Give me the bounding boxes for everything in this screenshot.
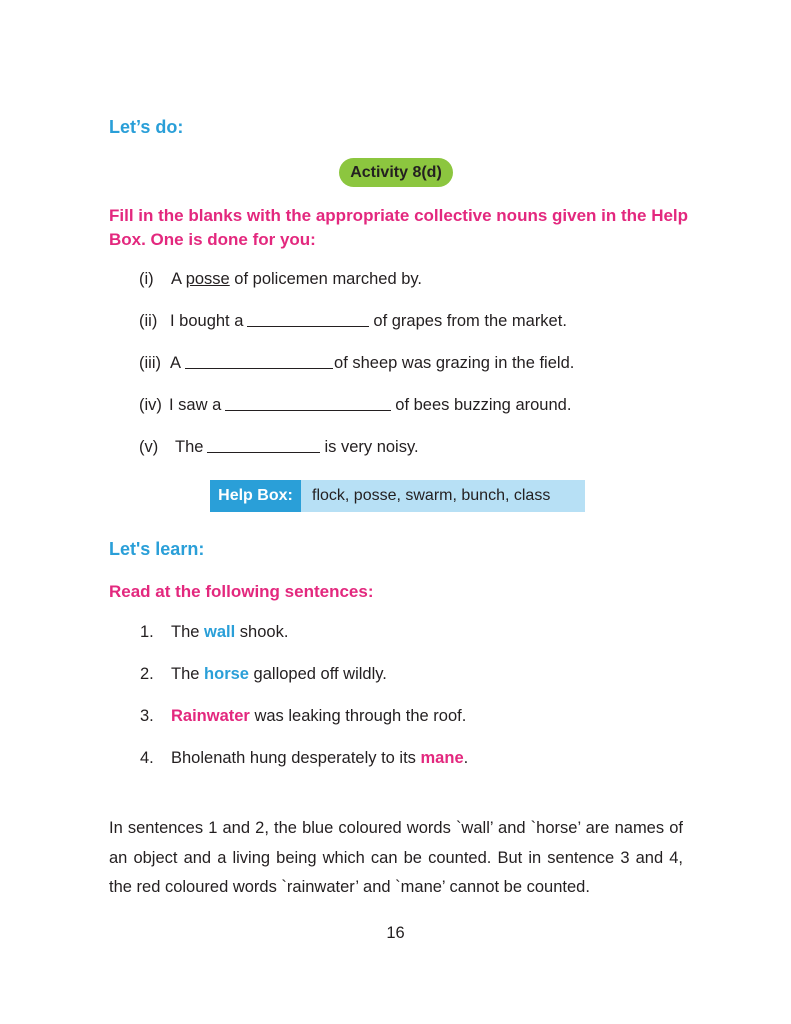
page-number: 16 [386, 924, 405, 942]
exercise-after: of sheep was grazing in the field. [334, 354, 575, 372]
help-box [210, 480, 585, 512]
help-box-title: Help Box: [210, 480, 301, 512]
exercise-after: of policemen marched by. [229, 270, 423, 288]
sentence-number: 3. [140, 707, 154, 725]
sentence-item [140, 749, 468, 768]
uncountable-noun: Rainwater [171, 707, 250, 725]
exercise-number: (iv) [139, 396, 162, 414]
sentence-item [140, 665, 387, 684]
activity-badge: Activity 8(d) [339, 158, 453, 187]
sentence-after: . [463, 749, 469, 767]
sentence-before: The [171, 665, 205, 683]
sentence-item [140, 707, 466, 726]
exercise-number: (iii) [139, 354, 161, 372]
exercise-before: A [170, 354, 182, 372]
answer-blank[interactable] [225, 396, 391, 411]
countable-noun: horse [204, 665, 249, 683]
exercise-before: I bought a [170, 312, 244, 330]
answer-blank[interactable] [247, 312, 369, 327]
read-instruction: Read at the following sentences: [109, 582, 374, 601]
sentence-after: was leaking through the roof. [249, 707, 467, 725]
help-box-words: flock, posse, swarm, bunch, class [312, 487, 551, 504]
sentence-before: Bholenath hung desperately to its [171, 749, 421, 767]
exercise-item [139, 270, 422, 289]
answer-blank[interactable] [207, 438, 320, 453]
lets-learn-heading: Let's learn: [109, 539, 205, 559]
exercise-answer: posse [185, 270, 230, 288]
sentence-number: 2. [140, 665, 154, 683]
exercise-after: of grapes from the market. [373, 312, 567, 330]
sentence-item [140, 623, 288, 642]
exercise-number: (v) [139, 438, 159, 456]
countable-noun: wall [204, 623, 236, 641]
sentence-before: The [171, 623, 205, 641]
exercise-item [139, 396, 571, 415]
instruction-text: Fill in the blanks with the appropriate collective nouns given in the Help Box. One is done for you: [109, 206, 689, 249]
exercise-item [139, 354, 574, 373]
exercise-after: of bees buzzing around. [395, 396, 572, 414]
exercise-number: (i) [139, 270, 154, 288]
exercise-before: I saw a [169, 396, 222, 414]
uncountable-noun: mane [420, 749, 464, 767]
sentence-after: galloped off wildly. [248, 665, 387, 683]
exercise-item [139, 438, 419, 457]
exercise-number: (ii) [139, 312, 158, 330]
exercise-item [139, 312, 567, 331]
sentence-after: shook. [235, 623, 289, 641]
explanation-paragraph: In sentences 1 and 2, the blue coloured words `wall’ and `horse’ are names of an object and a living being which can be counted. But in sentence 3 and 4, the red coloured words `rainwater’ and `mane’ cannot be counted. [109, 819, 683, 896]
sentence-number: 1. [140, 623, 154, 641]
exercise-before: The [175, 438, 204, 456]
lets-do-heading: Let’s do: [109, 117, 184, 137]
exercise-after: is very noisy. [324, 438, 419, 456]
answer-blank[interactable] [185, 354, 333, 369]
exercise-before: A [171, 270, 186, 288]
sentence-number: 4. [140, 749, 154, 767]
